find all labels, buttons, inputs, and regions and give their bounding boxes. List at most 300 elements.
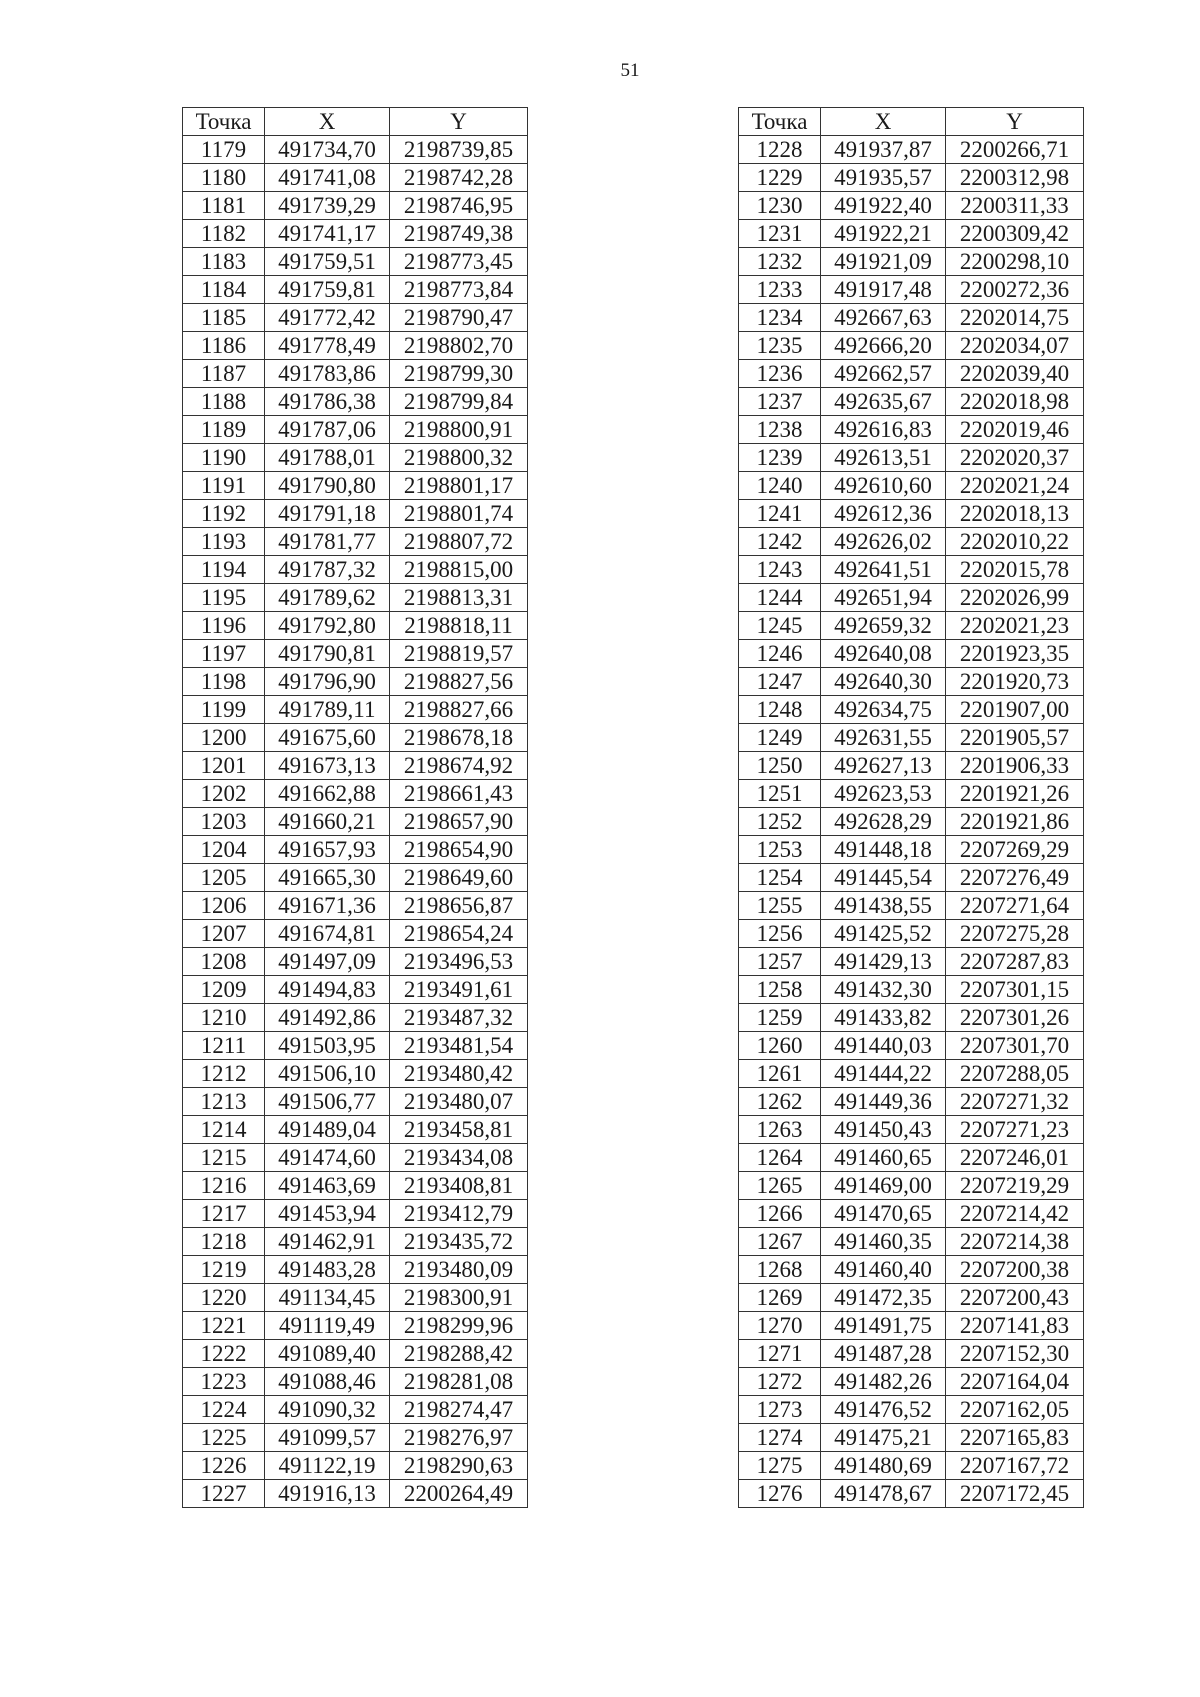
- cell-point: 1265: [739, 1172, 821, 1200]
- table-row: [739, 220, 1084, 248]
- cell-point: 1194: [183, 556, 265, 584]
- cell-y: 2193480,09: [390, 1256, 528, 1284]
- cell-y: 2198818,11: [390, 612, 528, 640]
- table-row: [739, 1396, 1084, 1424]
- table-row: [183, 1284, 528, 1312]
- cell-x: 491476,52: [821, 1396, 946, 1424]
- cell-x: 491472,35: [821, 1284, 946, 1312]
- cell-point: 1270: [739, 1312, 821, 1340]
- cell-x: 491470,65: [821, 1200, 946, 1228]
- table-row: [739, 136, 1084, 164]
- cell-y: 2193435,72: [390, 1228, 528, 1256]
- cell-y: 2207164,04: [946, 1368, 1084, 1396]
- cell-point: 1237: [739, 388, 821, 416]
- cell-y: 2193487,32: [390, 1004, 528, 1032]
- table-row: [739, 920, 1084, 948]
- table-row: [739, 1116, 1084, 1144]
- cell-x: 491492,86: [265, 1004, 390, 1032]
- table-row: [739, 1480, 1084, 1508]
- cell-point: 1212: [183, 1060, 265, 1088]
- cell-x: 491462,91: [265, 1228, 390, 1256]
- cell-x: 492662,57: [821, 360, 946, 388]
- table-row: [183, 472, 528, 500]
- table-row: [183, 388, 528, 416]
- cell-x: 491772,42: [265, 304, 390, 332]
- cell-x: 492612,36: [821, 500, 946, 528]
- cell-x: 491675,60: [265, 724, 390, 752]
- cell-point: 1256: [739, 920, 821, 948]
- cell-y: 2198300,91: [390, 1284, 528, 1312]
- table-row: [739, 528, 1084, 556]
- table-row: [739, 304, 1084, 332]
- table-row: [183, 1452, 528, 1480]
- cell-y: 2198654,90: [390, 836, 528, 864]
- cell-x: 492667,63: [821, 304, 946, 332]
- cell-point: 1185: [183, 304, 265, 332]
- cell-x: 492628,29: [821, 808, 946, 836]
- cell-x: 491088,46: [265, 1368, 390, 1396]
- table-row: [183, 332, 528, 360]
- table-row: [739, 584, 1084, 612]
- cell-y: 2201923,35: [946, 640, 1084, 668]
- cell-x: 492659,32: [821, 612, 946, 640]
- cell-point: 1253: [739, 836, 821, 864]
- cell-x: 491792,80: [265, 612, 390, 640]
- cell-y: 2207276,49: [946, 864, 1084, 892]
- table-row: [183, 1004, 528, 1032]
- cell-point: 1221: [183, 1312, 265, 1340]
- cell-point: 1187: [183, 360, 265, 388]
- cell-y: 2202021,23: [946, 612, 1084, 640]
- table-row: [739, 164, 1084, 192]
- cell-point: 1208: [183, 948, 265, 976]
- cell-y: 2201921,26: [946, 780, 1084, 808]
- table-row: [183, 1480, 528, 1508]
- cell-y: 2193434,08: [390, 1144, 528, 1172]
- cell-point: 1234: [739, 304, 821, 332]
- table-row: [183, 1396, 528, 1424]
- cell-y: 2198827,66: [390, 696, 528, 724]
- table-row: [739, 248, 1084, 276]
- cell-x: 491673,13: [265, 752, 390, 780]
- cell-y: 2202018,13: [946, 500, 1084, 528]
- cell-x: 492640,30: [821, 668, 946, 696]
- cell-x: 491917,48: [821, 276, 946, 304]
- cell-x: 491778,49: [265, 332, 390, 360]
- cell-point: 1226: [183, 1452, 265, 1480]
- table-row: [183, 780, 528, 808]
- cell-y: 2207271,64: [946, 892, 1084, 920]
- cell-point: 1191: [183, 472, 265, 500]
- table-row: [183, 304, 528, 332]
- cell-x: 491796,90: [265, 668, 390, 696]
- cell-y: 2198827,56: [390, 668, 528, 696]
- cell-y: 2193408,81: [390, 1172, 528, 1200]
- cell-y: 2207275,28: [946, 920, 1084, 948]
- cell-point: 1224: [183, 1396, 265, 1424]
- table-row: [183, 920, 528, 948]
- table-row: [739, 276, 1084, 304]
- cell-y: 2207152,30: [946, 1340, 1084, 1368]
- cell-point: 1183: [183, 248, 265, 276]
- cell-point: 1213: [183, 1088, 265, 1116]
- cell-x: 491425,52: [821, 920, 946, 948]
- cell-y: 2207219,29: [946, 1172, 1084, 1200]
- cell-point: 1252: [739, 808, 821, 836]
- header-point: Точка: [183, 108, 265, 136]
- cell-point: 1241: [739, 500, 821, 528]
- cell-point: 1188: [183, 388, 265, 416]
- cell-y: 2198819,57: [390, 640, 528, 668]
- cell-y: 2198773,84: [390, 276, 528, 304]
- cell-x: 491665,30: [265, 864, 390, 892]
- cell-y: 2207214,38: [946, 1228, 1084, 1256]
- cell-x: 491739,29: [265, 192, 390, 220]
- cell-x: 491448,18: [821, 836, 946, 864]
- table-row: [183, 1200, 528, 1228]
- cell-x: 491122,19: [265, 1452, 390, 1480]
- cell-x: 491460,35: [821, 1228, 946, 1256]
- table-row: [739, 612, 1084, 640]
- cell-x: 491787,06: [265, 416, 390, 444]
- cell-x: 492616,83: [821, 416, 946, 444]
- cell-y: 2202034,07: [946, 332, 1084, 360]
- cell-y: 2200312,98: [946, 164, 1084, 192]
- cell-point: 1182: [183, 220, 265, 248]
- cell-y: 2198746,95: [390, 192, 528, 220]
- cell-x: 492613,51: [821, 444, 946, 472]
- table-row: [183, 1116, 528, 1144]
- cell-y: 2193496,53: [390, 948, 528, 976]
- table-row: [183, 976, 528, 1004]
- cell-x: 491478,67: [821, 1480, 946, 1508]
- cell-y: 2198799,84: [390, 388, 528, 416]
- cell-y: 2198276,97: [390, 1424, 528, 1452]
- cell-y: 2207246,01: [946, 1144, 1084, 1172]
- cell-x: 491483,28: [265, 1256, 390, 1284]
- cell-point: 1199: [183, 696, 265, 724]
- cell-y: 2200298,10: [946, 248, 1084, 276]
- cell-point: 1186: [183, 332, 265, 360]
- cell-x: 491449,36: [821, 1088, 946, 1116]
- cell-y: 2198799,30: [390, 360, 528, 388]
- cell-x: 491922,40: [821, 192, 946, 220]
- table-row: [739, 472, 1084, 500]
- cell-point: 1230: [739, 192, 821, 220]
- cell-x: 491089,40: [265, 1340, 390, 1368]
- header-x: X: [265, 108, 390, 136]
- cell-y: 2202015,78: [946, 556, 1084, 584]
- cell-point: 1255: [739, 892, 821, 920]
- cell-point: 1192: [183, 500, 265, 528]
- cell-point: 1272: [739, 1368, 821, 1396]
- table-row: [739, 1144, 1084, 1172]
- table-row: [183, 892, 528, 920]
- cell-x: 491789,11: [265, 696, 390, 724]
- cell-y: 2198749,38: [390, 220, 528, 248]
- cell-y: 2193481,54: [390, 1032, 528, 1060]
- cell-x: 491660,21: [265, 808, 390, 836]
- cell-y: 2198801,74: [390, 500, 528, 528]
- coordinates-table-left: [182, 107, 528, 1508]
- cell-x: 492627,13: [821, 752, 946, 780]
- cell-y: 2198678,18: [390, 724, 528, 752]
- table-row: [739, 780, 1084, 808]
- cell-x: 492610,60: [821, 472, 946, 500]
- cell-y: 2202018,98: [946, 388, 1084, 416]
- table-row: [183, 220, 528, 248]
- cell-x: 491790,81: [265, 640, 390, 668]
- table-row: [183, 1424, 528, 1452]
- cell-point: 1274: [739, 1424, 821, 1452]
- cell-y: 2198815,00: [390, 556, 528, 584]
- cell-point: 1245: [739, 612, 821, 640]
- cell-x: 491674,81: [265, 920, 390, 948]
- cell-y: 2198674,92: [390, 752, 528, 780]
- cell-x: 491119,49: [265, 1312, 390, 1340]
- table-row: [739, 1228, 1084, 1256]
- cell-point: 1209: [183, 976, 265, 1004]
- table-row: [739, 864, 1084, 892]
- cell-point: 1216: [183, 1172, 265, 1200]
- cell-x: 491491,75: [821, 1312, 946, 1340]
- table-row: [183, 584, 528, 612]
- cell-point: 1246: [739, 640, 821, 668]
- cell-point: 1222: [183, 1340, 265, 1368]
- table-row: [183, 1368, 528, 1396]
- cell-x: 491090,32: [265, 1396, 390, 1424]
- table-row: [739, 388, 1084, 416]
- cell-y: 2198290,63: [390, 1452, 528, 1480]
- cell-y: 2198813,31: [390, 584, 528, 612]
- cell-y: 2207301,26: [946, 1004, 1084, 1032]
- cell-y: 2198654,24: [390, 920, 528, 948]
- cell-point: 1231: [739, 220, 821, 248]
- cell-x: 491788,01: [265, 444, 390, 472]
- cell-point: 1205: [183, 864, 265, 892]
- table-row: [739, 696, 1084, 724]
- cell-point: 1181: [183, 192, 265, 220]
- cell-y: 2202021,24: [946, 472, 1084, 500]
- table-row: [183, 864, 528, 892]
- cell-x: 491787,32: [265, 556, 390, 584]
- header-x: X: [821, 108, 946, 136]
- cell-x: 491440,03: [821, 1032, 946, 1060]
- cell-point: 1203: [183, 808, 265, 836]
- cell-y: 2200272,36: [946, 276, 1084, 304]
- cell-x: 491781,77: [265, 528, 390, 556]
- cell-y: 2198649,60: [390, 864, 528, 892]
- cell-point: 1251: [739, 780, 821, 808]
- table-row: [739, 808, 1084, 836]
- cell-x: 491460,40: [821, 1256, 946, 1284]
- table-row: [183, 444, 528, 472]
- table-row: [183, 248, 528, 276]
- coordinates-table-right: [738, 107, 1084, 1508]
- cell-y: 2200311,33: [946, 192, 1084, 220]
- table-row: [183, 500, 528, 528]
- table-row: [183, 1312, 528, 1340]
- cell-x: 491134,45: [265, 1284, 390, 1312]
- cell-y: 2198807,72: [390, 528, 528, 556]
- cell-point: 1193: [183, 528, 265, 556]
- cell-y: 2198274,47: [390, 1396, 528, 1424]
- cell-x: 491741,17: [265, 220, 390, 248]
- cell-y: 2201906,33: [946, 752, 1084, 780]
- table-row: [183, 724, 528, 752]
- cell-y: 2207287,83: [946, 948, 1084, 976]
- cell-point: 1248: [739, 696, 821, 724]
- cell-x: 491453,94: [265, 1200, 390, 1228]
- cell-point: 1236: [739, 360, 821, 388]
- cell-y: 2198299,96: [390, 1312, 528, 1340]
- cell-point: 1229: [739, 164, 821, 192]
- cell-x: 491099,57: [265, 1424, 390, 1452]
- cell-x: 491463,69: [265, 1172, 390, 1200]
- cell-y: 2200266,71: [946, 136, 1084, 164]
- table-row: [183, 1172, 528, 1200]
- table-row: [739, 1340, 1084, 1368]
- table-row: [739, 948, 1084, 976]
- cell-point: 1190: [183, 444, 265, 472]
- cell-point: 1244: [739, 584, 821, 612]
- table-row: [739, 836, 1084, 864]
- table-row: [183, 668, 528, 696]
- cell-x: 491480,69: [821, 1452, 946, 1480]
- table-row: [183, 1340, 528, 1368]
- cell-point: 1198: [183, 668, 265, 696]
- cell-point: 1254: [739, 864, 821, 892]
- table-row: [183, 836, 528, 864]
- cell-y: 2198656,87: [390, 892, 528, 920]
- cell-x: 491432,30: [821, 976, 946, 1004]
- header-y: Y: [390, 108, 528, 136]
- table-row: [183, 416, 528, 444]
- table-row: [739, 976, 1084, 1004]
- cell-y: 2202014,75: [946, 304, 1084, 332]
- cell-x: 491657,93: [265, 836, 390, 864]
- cell-y: 2207165,83: [946, 1424, 1084, 1452]
- cell-y: 2201905,57: [946, 724, 1084, 752]
- cell-x: 491671,36: [265, 892, 390, 920]
- cell-y: 2202010,22: [946, 528, 1084, 556]
- cell-x: 492634,75: [821, 696, 946, 724]
- page-number: 51: [620, 60, 640, 81]
- cell-x: 491445,54: [821, 864, 946, 892]
- table-row: [183, 1256, 528, 1284]
- cell-point: 1210: [183, 1004, 265, 1032]
- table-row: [739, 416, 1084, 444]
- cell-y: 2198800,32: [390, 444, 528, 472]
- cell-point: 1225: [183, 1424, 265, 1452]
- cell-x: 491438,55: [821, 892, 946, 920]
- cell-y: 2198657,90: [390, 808, 528, 836]
- table-header-row: [183, 108, 528, 136]
- table-row: [739, 1256, 1084, 1284]
- table-row: [183, 1144, 528, 1172]
- cell-point: 1200: [183, 724, 265, 752]
- table-row: [183, 136, 528, 164]
- cell-point: 1262: [739, 1088, 821, 1116]
- table-row: [183, 1228, 528, 1256]
- cell-point: 1239: [739, 444, 821, 472]
- table-row: [739, 1032, 1084, 1060]
- cell-y: 2202019,46: [946, 416, 1084, 444]
- cell-x: 491789,62: [265, 584, 390, 612]
- cell-point: 1206: [183, 892, 265, 920]
- cell-point: 1189: [183, 416, 265, 444]
- cell-y: 2207301,70: [946, 1032, 1084, 1060]
- cell-point: 1220: [183, 1284, 265, 1312]
- cell-y: 2207167,72: [946, 1452, 1084, 1480]
- cell-y: 2202020,37: [946, 444, 1084, 472]
- cell-x: 491429,13: [821, 948, 946, 976]
- cell-point: 1214: [183, 1116, 265, 1144]
- cell-point: 1247: [739, 668, 821, 696]
- table-row: [183, 696, 528, 724]
- cell-y: 2207214,42: [946, 1200, 1084, 1228]
- cell-y: 2207172,45: [946, 1480, 1084, 1508]
- cell-point: 1238: [739, 416, 821, 444]
- cell-y: 2198801,17: [390, 472, 528, 500]
- cell-point: 1263: [739, 1116, 821, 1144]
- cell-point: 1260: [739, 1032, 821, 1060]
- table-header-row: [739, 108, 1084, 136]
- cell-point: 1219: [183, 1256, 265, 1284]
- cell-point: 1258: [739, 976, 821, 1004]
- table-row: [739, 332, 1084, 360]
- cell-point: 1217: [183, 1200, 265, 1228]
- table-row: [739, 1452, 1084, 1480]
- cell-x: 491916,13: [265, 1480, 390, 1508]
- header-y: Y: [946, 108, 1084, 136]
- cell-point: 1180: [183, 164, 265, 192]
- cell-y: 2193480,07: [390, 1088, 528, 1116]
- cell-y: 2207271,23: [946, 1116, 1084, 1144]
- cell-y: 2198800,91: [390, 416, 528, 444]
- table-row: [739, 192, 1084, 220]
- table-row: [739, 1368, 1084, 1396]
- cell-x: 491460,65: [821, 1144, 946, 1172]
- table-row: [739, 640, 1084, 668]
- table-row: [183, 192, 528, 220]
- cell-point: 1233: [739, 276, 821, 304]
- cell-x: 492666,20: [821, 332, 946, 360]
- cell-point: 1243: [739, 556, 821, 584]
- table-row: [739, 1424, 1084, 1452]
- cell-point: 1201: [183, 752, 265, 780]
- table-row: [183, 1088, 528, 1116]
- cell-point: 1184: [183, 276, 265, 304]
- cell-point: 1202: [183, 780, 265, 808]
- cell-x: 491494,83: [265, 976, 390, 1004]
- cell-y: 2193480,42: [390, 1060, 528, 1088]
- cell-x: 492641,51: [821, 556, 946, 584]
- table-row: [183, 528, 528, 556]
- cell-point: 1269: [739, 1284, 821, 1312]
- cell-x: 491444,22: [821, 1060, 946, 1088]
- cell-point: 1218: [183, 1228, 265, 1256]
- table-row: [183, 948, 528, 976]
- cell-y: 2207301,15: [946, 976, 1084, 1004]
- cell-y: 2200264,49: [390, 1480, 528, 1508]
- cell-y: 2198790,47: [390, 304, 528, 332]
- cell-x: 491921,09: [821, 248, 946, 276]
- table-row: [183, 360, 528, 388]
- cell-point: 1197: [183, 640, 265, 668]
- cell-point: 1240: [739, 472, 821, 500]
- cell-x: 491783,86: [265, 360, 390, 388]
